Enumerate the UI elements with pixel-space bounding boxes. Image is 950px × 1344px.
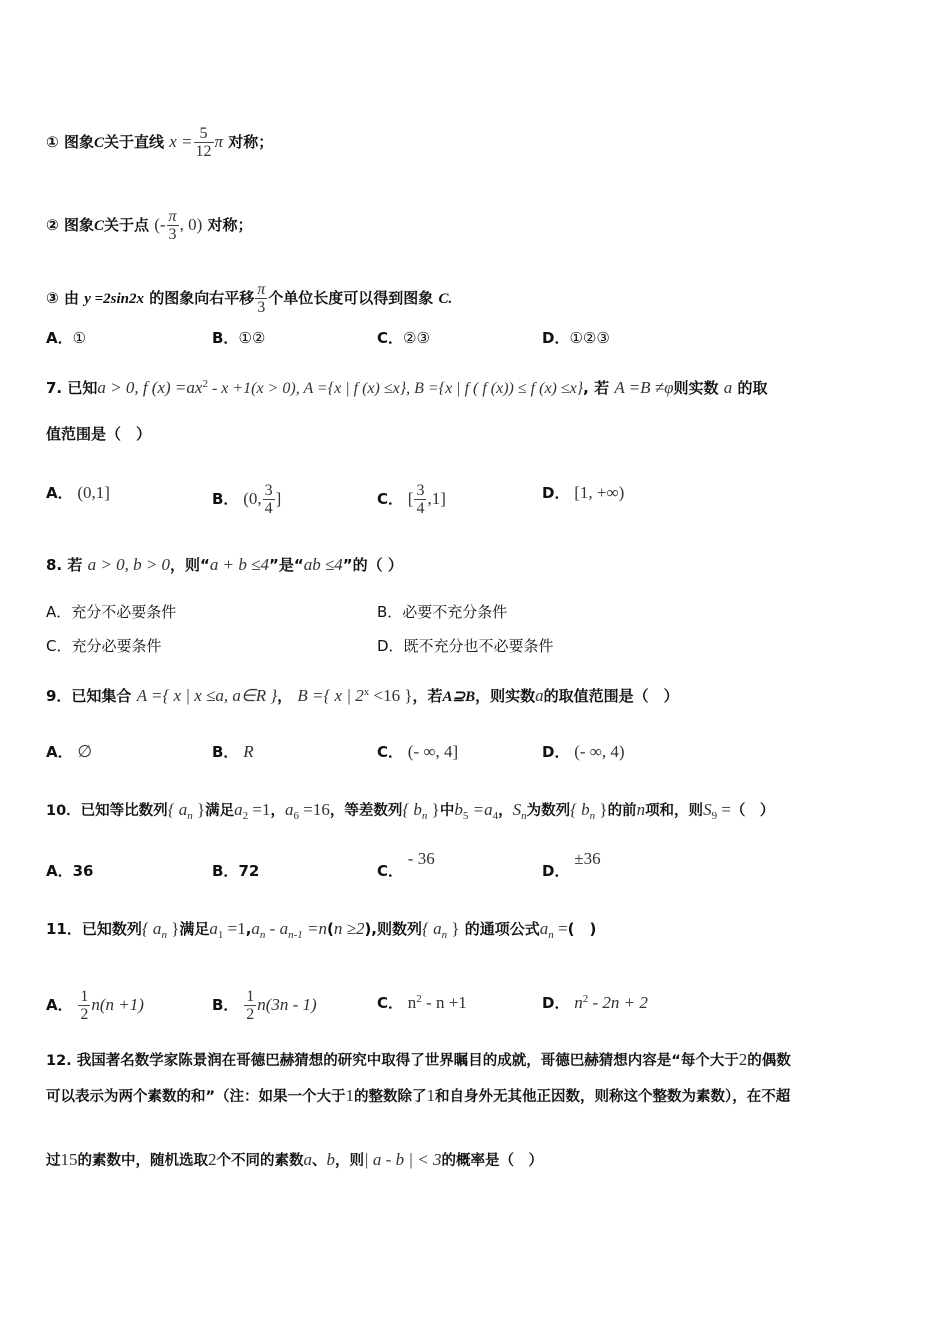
circle-number-1: ①	[46, 133, 59, 151]
option-c[interactable]: C． $n^2 - n +1$	[377, 993, 467, 1012]
option-c[interactable]: C． [ $\frac{3}{4}$ ,1]	[377, 482, 446, 517]
option-a[interactable]: A．①	[46, 329, 87, 347]
option-a[interactable]: A．充分不必要条件	[46, 603, 177, 621]
question-7: 7. 已知a > 0, f $(x) =ax^2 - x +1(x > 0)$, A ={x | f (x) ≤x}, B ={x | f ( f (x)) ≤ f (x) ≤x}, 若 A =B ≠φ则实数 a 的取	[46, 378, 768, 397]
option-b[interactable]: B．必要不充分条件	[377, 603, 508, 621]
option-d[interactable]: D． (- ∞, 4)	[542, 742, 625, 761]
statement-3: ③ 由 y =2sin2x 的图象向右平移 $\frac{\pi}{3}$ 个单位长度可以得到图象 C.	[46, 281, 453, 316]
option-b[interactable]: B．72	[212, 862, 260, 880]
option-d[interactable]: D． ±36	[542, 849, 601, 880]
option-b[interactable]: B． R	[212, 742, 254, 761]
question-12-line3: 过15的素数中，随机选取2个不同的素数a、b，则| a - b | < 3的概率是（ ）	[46, 1150, 543, 1169]
question-11: 11．已知数列{ $a_n$ }满足$a_1 =1,a_n - a_{n-1} =n(n \ge 2)$,则数列{ $a_n$ } 的通项公式$a_n$ =( )	[46, 919, 597, 941]
option-a[interactable]: A． (0,1]	[46, 483, 110, 502]
option-d[interactable]: D．既不充分也不必要条件	[377, 637, 554, 655]
option-c[interactable]: C．②③	[377, 329, 430, 347]
statement-1: ① 图象C关于直线 x = $\frac{5}{12}$ π 对称；	[46, 125, 274, 160]
option-a[interactable]: A． ∅	[46, 742, 93, 761]
question-7-line2: 值范围是（ ）	[46, 425, 152, 443]
question-10: 10．已知等比数列{ $a_n$ }满足$a_2 =1$，$a_6 =16$，等差数列{ $b_n$ }中$b_5 =a_4$，$S_n$为数列{ $b_n$ }的前n项和，则$S_9$ =（ ）	[46, 800, 775, 822]
option-a[interactable]: A．36	[46, 862, 94, 880]
statement-2: ② 图象C关于点 (- $\frac{\pi}{3}$ , 0) 对称；	[46, 208, 253, 243]
option-c[interactable]: C． (- ∞, 4]	[377, 742, 459, 761]
option-d[interactable]: D． $n^2 - 2n + 2$	[542, 993, 648, 1012]
option-b[interactable]: B． (0, $\frac{3}{4}$ ]	[212, 482, 282, 517]
option-c[interactable]: C． - 36	[377, 849, 435, 880]
option-b[interactable]: B． $\frac{1}{2}$ n(3n - 1)	[212, 988, 317, 1023]
fraction-pi-3: $\frac{\pi}{3}$	[168, 208, 177, 243]
circle-number-2: ②	[46, 216, 59, 234]
option-a[interactable]: A． $\frac{1}{2}$ n(n +1)	[46, 988, 144, 1023]
option-d[interactable]: D． [1, +∞)	[542, 483, 625, 502]
option-b[interactable]: B．①②	[212, 329, 266, 347]
question-8: 8. 若 a > 0, b > 0，则“a + b ≤4”是“ab ≤4”的（ ）	[46, 555, 403, 574]
fraction-5-12: $\frac{5}{12}$	[195, 125, 212, 160]
option-c[interactable]: C．充分必要条件	[46, 637, 162, 655]
question-12-line1: 12. 我国著名数学家陈景润在哥德巴赫猜想的研究中取得了世界瞩目的成就，哥德巴赫猜想内容是“每个大于2的偶数	[46, 1050, 791, 1069]
option-d[interactable]: D．①②③	[542, 329, 610, 347]
circle-number-3: ③	[46, 289, 59, 307]
question-9: 9．已知集合 A ={ x | x ≤a, a∈R }， B ={ x | $2^x <16$ }，若A⊇B，则实数a的取值范围是（ ）	[46, 686, 679, 705]
fraction-pi-3: $\frac{\pi}{3}$	[257, 281, 266, 316]
question-12-line2: 可以表示为两个素数的和”（注：如果一个大于1的整数除了1和自身外无其他正因数，则称这个整数为素数），在不超	[46, 1086, 791, 1105]
